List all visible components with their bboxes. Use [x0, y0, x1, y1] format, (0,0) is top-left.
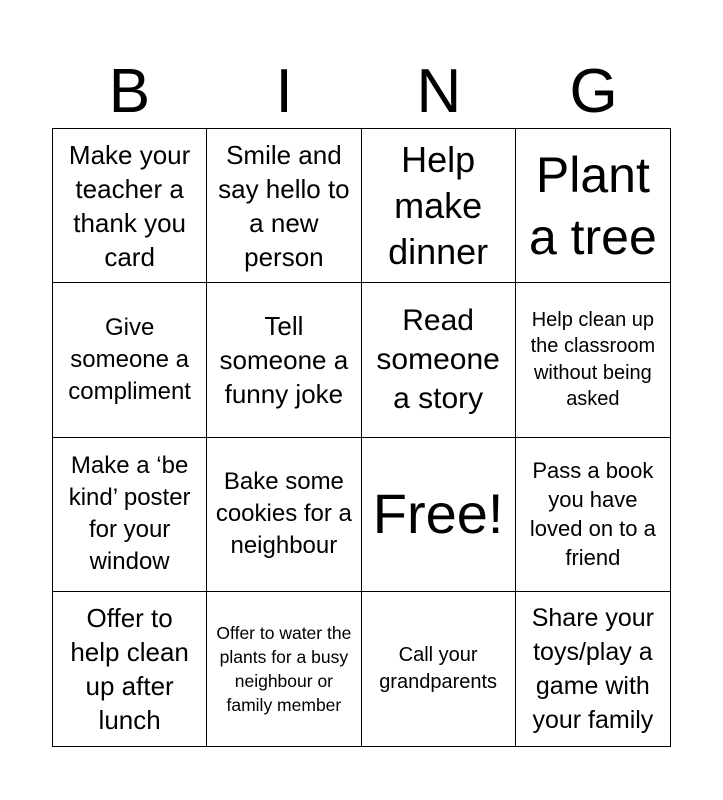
- bingo-cell-text: Offer to help clean up after lunch: [70, 602, 189, 735]
- bingo-cell-r3-c4[interactable]: [516, 438, 670, 592]
- header-letter-b: B: [108, 57, 151, 126]
- bingo-cell-text: Bake some cookies for a neighbour: [215, 468, 352, 560]
- bingo-cell-free[interactable]: [362, 438, 516, 592]
- bingo-cell-r1-c4[interactable]: [516, 129, 670, 283]
- bingo-cell-r4-c1[interactable]: [53, 592, 207, 746]
- bingo-cell-text: Tell someone a funny joke: [219, 310, 349, 409]
- bingo-cell-text: Smile and say hello to a new person: [218, 139, 350, 272]
- bingo-board: [52, 128, 671, 747]
- bingo-header: [52, 56, 671, 128]
- free-space-label: Free!: [372, 482, 504, 546]
- bingo-cell-text: Plant a tree: [528, 146, 657, 265]
- bingo-cell-text: Offer to water the plants for a busy neighbour or family member: [216, 622, 352, 715]
- header-letter-g: G: [569, 57, 618, 126]
- bingo-cell-text: Make a ‘be kind’ poster for your window: [68, 452, 191, 576]
- bingo-cell-text: Call your grandparents: [379, 643, 498, 693]
- bingo-cell-r3-c1[interactable]: [53, 438, 207, 592]
- bingo-cell-text: Help make dinner: [388, 138, 489, 272]
- header-letter-n: N: [416, 57, 462, 126]
- bingo-cell-text: Share your toys/play a game with your family: [531, 603, 655, 734]
- bingo-cell-text: Give someone a compliment: [68, 313, 191, 405]
- bingo-cell-r3-c2[interactable]: [207, 438, 361, 592]
- bingo-cell-text: Help clean up the classroom without being asked: [530, 308, 656, 411]
- bingo-cell-r2-c4[interactable]: [516, 283, 670, 437]
- bingo-cell-r1-c2[interactable]: [207, 129, 361, 283]
- bingo-cell-r2-c3[interactable]: [362, 283, 516, 437]
- bingo-cell-r4-c3[interactable]: [362, 592, 516, 746]
- bingo-cell-r1-c3[interactable]: [362, 129, 516, 283]
- bingo-cell-text: Make your teacher a thank you card: [68, 139, 191, 272]
- bingo-cell-r2-c1[interactable]: [53, 283, 207, 437]
- header-letter-i: I: [275, 57, 293, 126]
- bingo-cell-text: Read someone a story: [376, 304, 500, 416]
- bingo-cell-text: Pass a book you have loved on to a friend: [529, 458, 656, 571]
- bingo-cell-r2-c2[interactable]: [207, 283, 361, 437]
- bingo-cell-r4-c2[interactable]: [207, 592, 361, 746]
- bingo-cell-r4-c4[interactable]: [516, 592, 670, 746]
- bingo-cell-r1-c1[interactable]: [53, 129, 207, 283]
